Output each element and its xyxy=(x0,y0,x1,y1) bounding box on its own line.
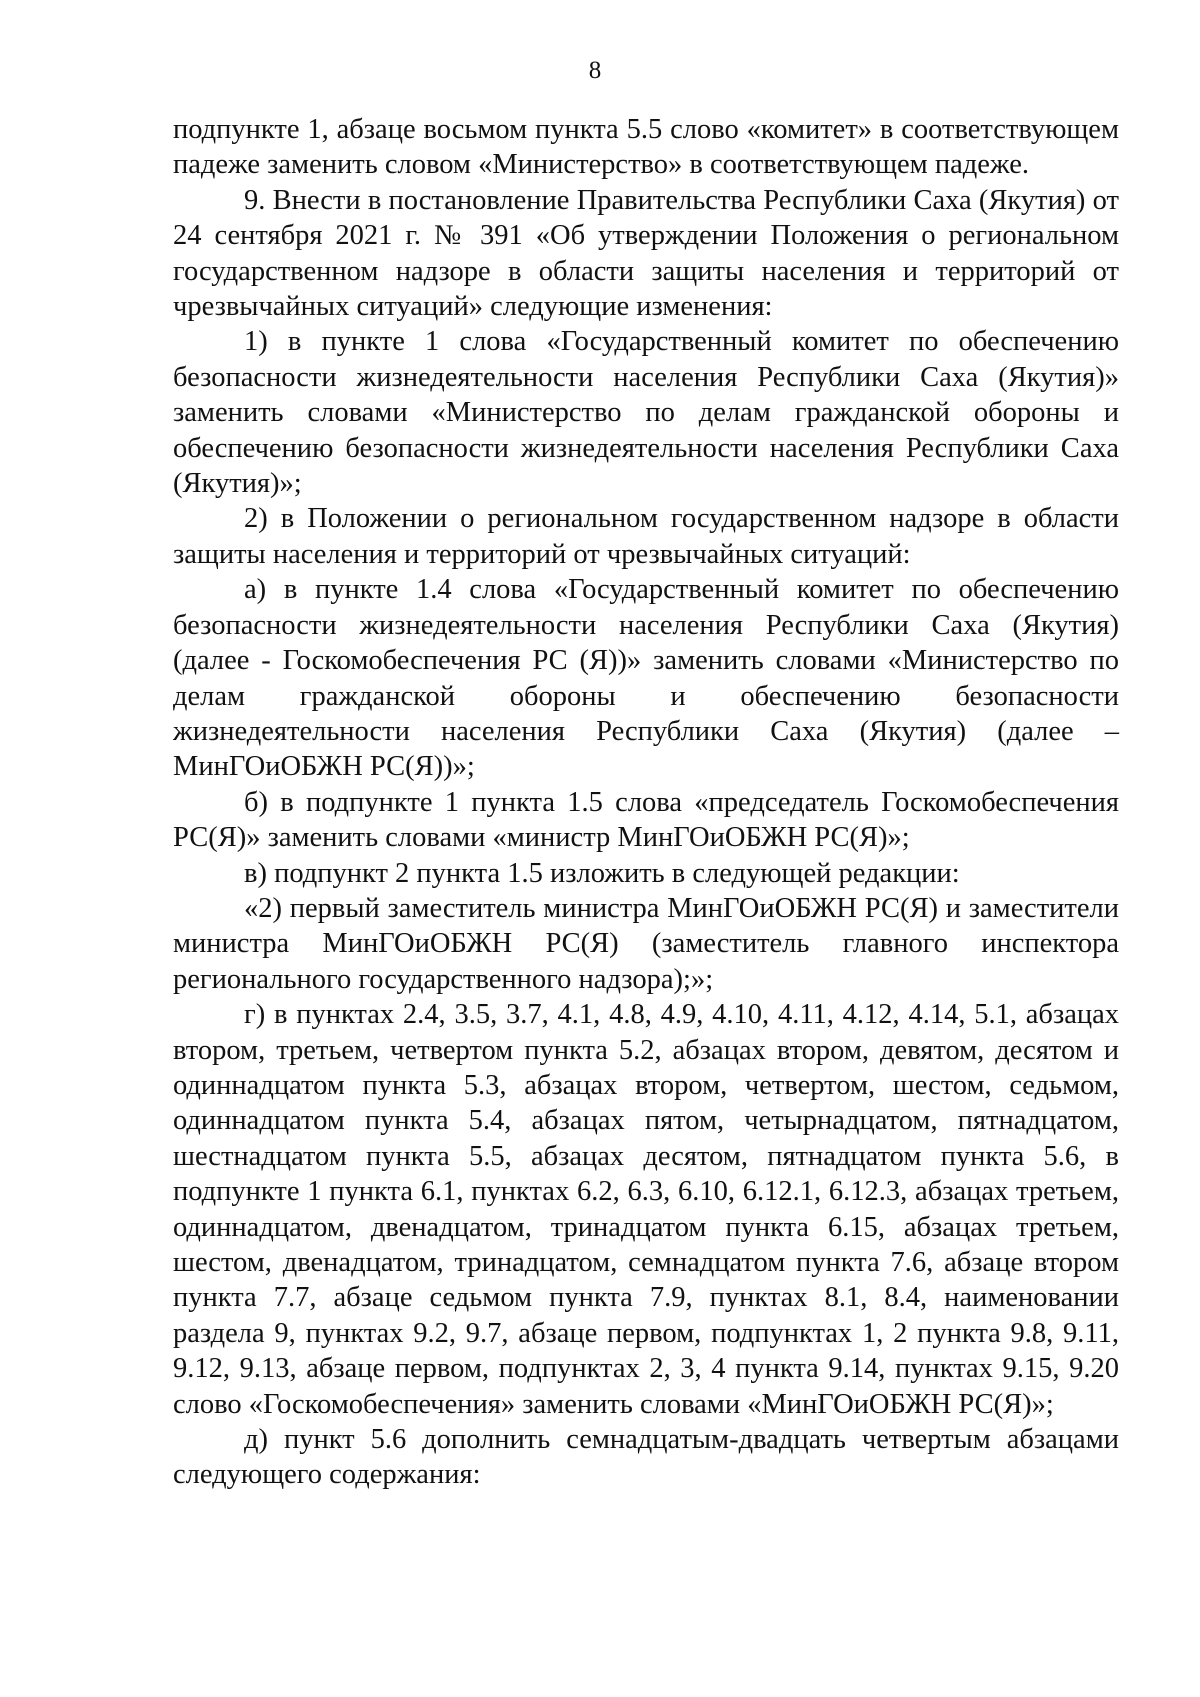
paragraph-subitem-a: а) в пункте 1.4 слова «Государственный комитет по обеспечению безопасности жизнедеятельности населения Республики Саха (Якутия) (далее - Госкомобеспечения РС (Я))» заменить словами «Министерство по делам гражданской обороны и обеспечению безопасности жизнедеятельности населения Республики Саха (Якутия) (далее – МинГОиОБЖН РС(Я))»; xyxy=(173,574,1119,783)
paragraph-subitem-d: д) пункт 5.6 дополнить семнадцатым-двадцать четвертым абзацами следующего содержания: xyxy=(173,1424,1119,1491)
paragraph-subitem-1: 1) в пункте 1 слова «Государственный комитет по обеспечению безопасности жизнедеятельности населения Республики Саха (Якутия)» заменить словами «Министерство по делам гражданской обороны и обеспечению безопасности жизнедеятельности населения Республики Саха (Якутия)»; xyxy=(173,326,1119,500)
paragraph-subitem-g: г) в пунктах 2.4, 3.5, 3.7, 4.1, 4.8, 4.9, 4.10, 4.11, 4.12, 4.14, 5.1, абзацах втором, третьем, четвертом пункта 5.2, абзацах втором, девятом, десятом и одиннадцатом пункта 5.3, абзацах втором, четвертом, шестом, седьмом, одиннадцатом пункта 5.4, абзацах пятом, четырнадцатом, пятнадцатом, шестнадцатом пункта 5.5, абзацах десятом, пятнадцатом пункта 5.6, в подпункте 1 пункта 6.1, пунктах 6.2, 6.3, 6.10, 6.12.1, 6.12.3, абзацах третьем, одиннадцатом, двенадцатом, тринадцатом пункта 6.15, абзацах третьем, шестом, двенадцатом, тринадцатом, семнадцатом пункта 7.6, абзаце втором пункта 7.7, абзаце седьмом пункта 7.9, пунктах 8.1, 8.4, наименовании раздела 9, пунктах 9.2, 9.7, абзаце первом, подпунктах 1, 2 пункта 9.8, 9.11, 9.12, 9.13, абзаце первом, подпунктах 2, 3, 4 пункта 9.14, пунктах 9.15, 9.20 слово «Госкомобеспечения» заменить словами «МинГОиОБЖН РС(Я)»; xyxy=(173,999,1119,1420)
document-body xyxy=(173,112,1119,1493)
paragraph-item-9: 9. Внести в постановление Правительства Республики Саха (Якутия) от 24 сентября 2021 г. № 391 «Об утверждении Положения о региональном государственном надзоре в области защиты населения и территорий от чрезвычайных ситуаций» следующие изменения: xyxy=(173,184,1119,323)
paragraph-subitem-2: 2) в Положении о региональном государственном надзоре в области защиты населения и территорий от чрезвычайных ситуаций: xyxy=(173,503,1119,570)
paragraph-continuation: подпункте 1, абзаце восьмом пункта 5.5 слово «комитет» в соответствующем падеже заменить словом «Министерство» в соответствующем падеже. xyxy=(173,114,1119,181)
paragraph-subitem-b: б) в подпункте 1 пункта 1.5 слова «председатель Госкомобеспечения РС(Я)» заменить словами «министр МинГОиОБЖН РС(Я)»; xyxy=(173,786,1119,854)
paragraph-subitem-v: в) подпункт 2 пункта 1.5 изложить в следующей редакции: xyxy=(244,857,960,889)
page-number: 8 xyxy=(588,57,602,84)
paragraph-quoted-text: «2) первый заместитель министра МинГОиОБЖН РС(Я) и заместители министра МинГОиОБЖН РС(Я) (заместитель главного инспектора регионального государственного надзора);»; xyxy=(173,892,1119,995)
